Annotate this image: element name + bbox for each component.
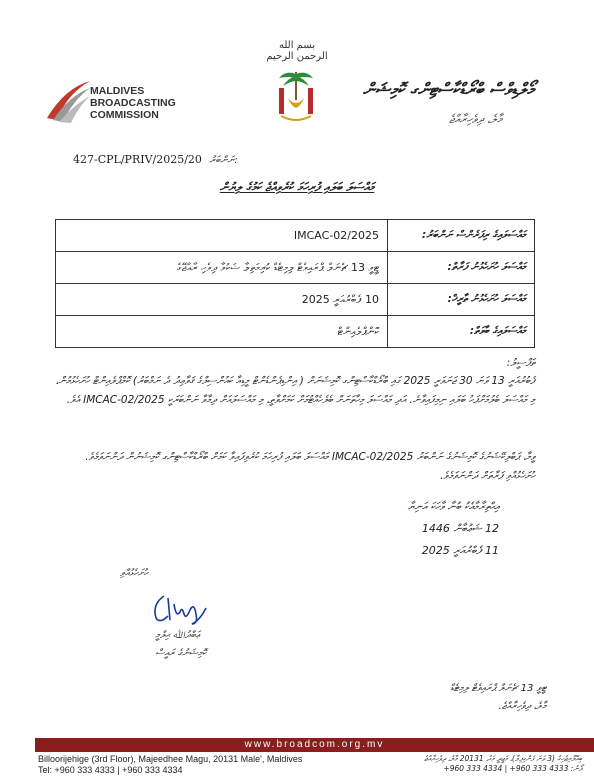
table-row <box>56 220 535 252</box>
signatory-position: ކޮމިޝަނުގެ ރައީސް <box>155 648 206 659</box>
table-cell-label: މައްސަލަ ހުށަހެޅުނު ތާރީޚް: <box>388 284 535 316</box>
bismillah-calligraphy: بسم الله الرحمن الرحيم <box>266 40 328 62</box>
salutation: ތަފްސީލު: <box>506 357 535 369</box>
footer-address-line: Billoorijehige (3rd Floor), Majeedhee Magu, 20131 Male', Maldives <box>38 754 303 764</box>
date-gregorian: 11 ފެބްރުއަރީ 2025 <box>421 544 499 557</box>
table-cell-value: ޓީވީ 13 ޗެނަލް ޕްރައިވެޓް ލިމިޓެޑް ކުރިމަތިލާ ޝަކުވާ ދިވެހި ރާއްޖޭގެ <box>56 252 388 284</box>
handwritten-signature <box>150 590 208 626</box>
org-address-dv: މާލެ، ދިވެހިރާއްޖެ <box>448 112 502 126</box>
table-cell-value: IMCAC-02/2025 <box>56 220 388 252</box>
org-name-line: MALDIVES <box>90 85 145 97</box>
signatory-name: ޢަބްދުﷲ ޙިލްމީ <box>155 630 200 641</box>
footer-address-line: ބިއްލޫރިޖެހިގެ (3 ވަނަ ފަންގިފިލާ)، މަޖީދީ މަގު، 20131 މާލެ، ދިވެހިރާއްޖެ <box>424 754 582 763</box>
reference-label: ނަންބަރު: <box>209 155 238 166</box>
table-cell-value: ކޮންޕްލެއިންޓް <box>56 316 388 348</box>
org-name-dv: މޯލްޑިވްސް ބްރޯޑްކާސްޓިންގ ކޮމިޝަން <box>362 80 534 100</box>
case-info-table <box>55 219 535 348</box>
footer-website: www.broadcom.org.mv <box>244 739 385 750</box>
org-name-en <box>90 85 176 121</box>
recipient-line-2: މާލެ، ދިވެހިރާއްޖެ. <box>498 701 546 712</box>
footer-phones: ފޯނު: 4333 333 960+ | 4334 333 960+ <box>443 764 582 773</box>
reference-line <box>73 153 238 166</box>
table-row <box>56 252 535 284</box>
table-cell-label: މައްސަލައިގެ ރިފަރެންސް ނަންބަރު: <box>388 220 535 252</box>
table-cell-value: 10 ފެބްރުއަރީ 2025 <box>56 284 388 316</box>
state-emblem-icon <box>271 68 321 126</box>
org-name-line: BROADCASTING <box>90 97 176 109</box>
body-paragraph-2: ވީމާ، ޕަބްލިކޭޝަނުގެ ކޮމިޝަނުގެ ނަންބަރު IMCAC-02/2025 މައްސަލަ ބަލައި ފުރިހަމަ ކުރެވިފައިވާ ކަމަށް ބްރޯޑްކާސްޓިންގ ކޮމިޝަނުން ދަންނަވަމެވެ. ހުށަހެޅުއްވި ފަރާތަށް ދަންނަވަމެވެ. <box>85 451 535 482</box>
footer-phones: Tel: +960 333 4333 | +960 333 4334 <box>38 765 183 775</box>
recipient-line-1: ޓީވީ 13 ޗެނަލް ޕްރައިވެޓް ލިމިޓެޑް <box>450 683 546 694</box>
table-row <box>56 316 535 348</box>
table-row <box>56 284 535 316</box>
document-heading: މައްސަލަ ބަލައި ފުރިހަމަ ކުރެވިއްޖެ ކަމުގެ ލިޔުން <box>219 180 375 194</box>
closing-line: އިޙްތިރާމާއެކު ބުނާ ވާހަކަ އަނިޔާ <box>407 500 499 513</box>
table-cell-label: މައްސަލަ ހުށަހެޅުނު ފަރާތް: <box>388 252 535 284</box>
org-name-line: COMMISSION <box>90 109 159 121</box>
table-cell-label: މައްސަލައިގެ ބާވަތް: <box>388 316 535 348</box>
body-paragraph-1: ފެބުރުއަރީ 13 ވަނަ 30 ޖަނަވަރީ 2025 ގައި ބްރޯޑްކާސްޓިންގ ކޮމިޝަނަށް ( އިންޑިޕެންޑެންޓް މީޑިއާ ކައުންސިލްގެ ޤަވާޢިދު ދެ ނަމްބަރު) ކޮމްޕްލެއިންޓް ހުށަހެޅުމުން، މި މައްސަލަ ބެލުމަށްފަހު ބަލައި ނިމިފައިވާނެ. އަދި މައްސަލަ މިހާތަނަށް ބެލެހެއްޓުމަށް ކަމަށްވާތީ، މި މައްސަލައަށް ދިމާވާ ނަންބަރަކީ IMCAC-02/2025 އެވެ. <box>55 375 535 406</box>
date-hijri: 12 ޝަޢުބާން 1446 <box>421 522 499 535</box>
signatory-title: ހުށަހެޅުއްވި <box>120 568 148 579</box>
reference-number: 427-CPL/PRIV/2025/20 <box>73 153 202 166</box>
footer-address-en <box>38 754 302 776</box>
footer-address-dv <box>424 754 582 774</box>
